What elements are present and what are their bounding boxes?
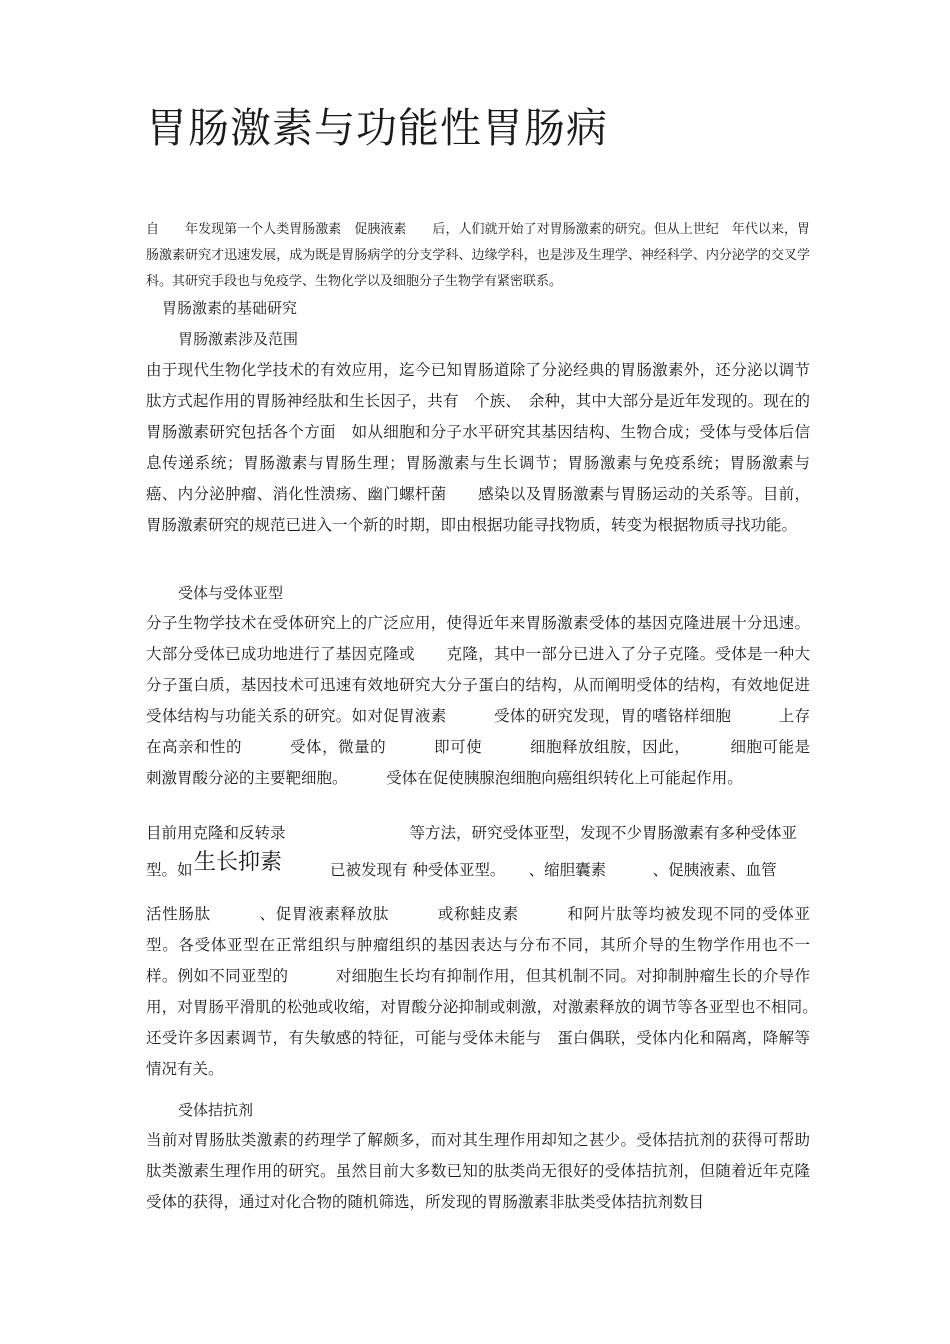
document-title: 胃肠激素与功能性胃肠病 (146, 104, 608, 152)
antagonists-paragraph: 当前对胃肠肽类激素的药理学了解颇多，而对其生理作用却知之甚少。受体拮抗剂的获得可帮助肽类激素生理作用的研究。虽然目前大多数已知的肽类尚无很好的受体拮抗剂，但随着近年克隆受体的获得，通过对化合物的随机筛选，所发现的胃肠激素非肽类受体拮抗剂数目 (146, 1131, 810, 1211)
scope-paragraph: 由于现代生物化学技术的有效应用，迄今已知胃肠道除了分泌经典的胃肠激素外，还分泌以调节肽方式起作用的胃肠神经肽和生长因子，共有 个族、 余种，其中大部分是近年发现的。现在的胃肠激素研究包括各个方面 如从细胞和分子水平研究其基因结构、生物合成；受体与受体后信息传递系统；胃肠激素与胃肠生理；胃肠激素与生长调节；胃肠激素与免疫系统；胃肠激素与癌、内分泌肿瘤、消化性溃疡、幽门螺杆菌 感染以及胃肠激素与胃肠运动的关系等。目前，胃肠激素研究的规范已进入一个新的时期，即由根据功能寻找物质，转变为根据物质寻找功能。 (146, 361, 810, 534)
subsection-heading-scope: 胃肠激素涉及范围 (178, 330, 299, 348)
subsection-heading-receptors: 受体与受体亚型 (178, 584, 284, 602)
subtypes-paragraph-rest: 已被发现有 种受体亚型。 、缩胆囊素 、促胰液素、血管 (330, 861, 777, 879)
intro-paragraph: 自 年发现第一个人类胃肠激素 促胰液素 后，人们就开始了对胃肠激素的研究。但从上世纪 年代以来，胃肠激素研究才迅速发展，成为既是胃肠病学的分支学科、边缘学科，也是涉及生理学、神经科学、内分泌学的交叉学科。其研究手段也与免疫学、生物化学以及细胞分子生物学有紧密联系。 (146, 222, 810, 289)
subsection-heading-antagonists: 受体拮抗剂 (178, 1101, 254, 1119)
somatostatin-large-text: 生长抑素 (194, 850, 283, 875)
section-heading: 胃肠激素的基础研究 (162, 299, 298, 317)
subtypes-paragraph-line1: 目前用克隆和反转录 等方法，研究受体亚型，发现不少胃肠激素有多种受体亚 (146, 824, 798, 842)
receptors-paragraph: 分子生物学技术在受体研究上的广泛应用，使得近年来胃肠激素受体的基因克隆进展十分迅速。大部分受体已成功地进行了基因克隆或 克隆，其中一部分已进入了分子克隆。受体是一种大分子蛋白质，基因技术可迅速有效地研究大分子蛋白的结构，从而阐明受体的结构，有效地促进受体结构与功能关系的研究。如对促胃液素 受体的研究发现，胃的嗜铬样细胞 上存在高亲和性的 受体，微量的 即可使 细胞释放组胺，因此， 细胞可能是 刺激胃酸分泌的主要靶细胞。 受体在促使胰腺泡细胞向癌组织转化上可能起作用。 (146, 614, 857, 787)
subtypes-paragraph-continued: 活性肠肽 、促胃液素释放肽 或称蛙皮素 和阿片肽等均被发现不同的受体亚型。各受体亚型在正常组织与肿瘤组织的基因表达与分布不同，其所介导的生物学作用也不一样。例如不同亚型的 对细胞生长均有抑制作用，但其机制不同。对抑制肿瘤生长的介导作用，对胃肠平滑肌的松弛或收缩，对胃酸分泌抑制或刺激，对激素释放的调节等各亚型也不相同。 还受许多因素调节，有失敏感的特征，可能与受体未能与 蛋白偶联，受体内化和隔离，降解等情况有关。 (146, 905, 857, 1078)
subtypes-paragraph-prefix: 型。如 (146, 861, 193, 879)
